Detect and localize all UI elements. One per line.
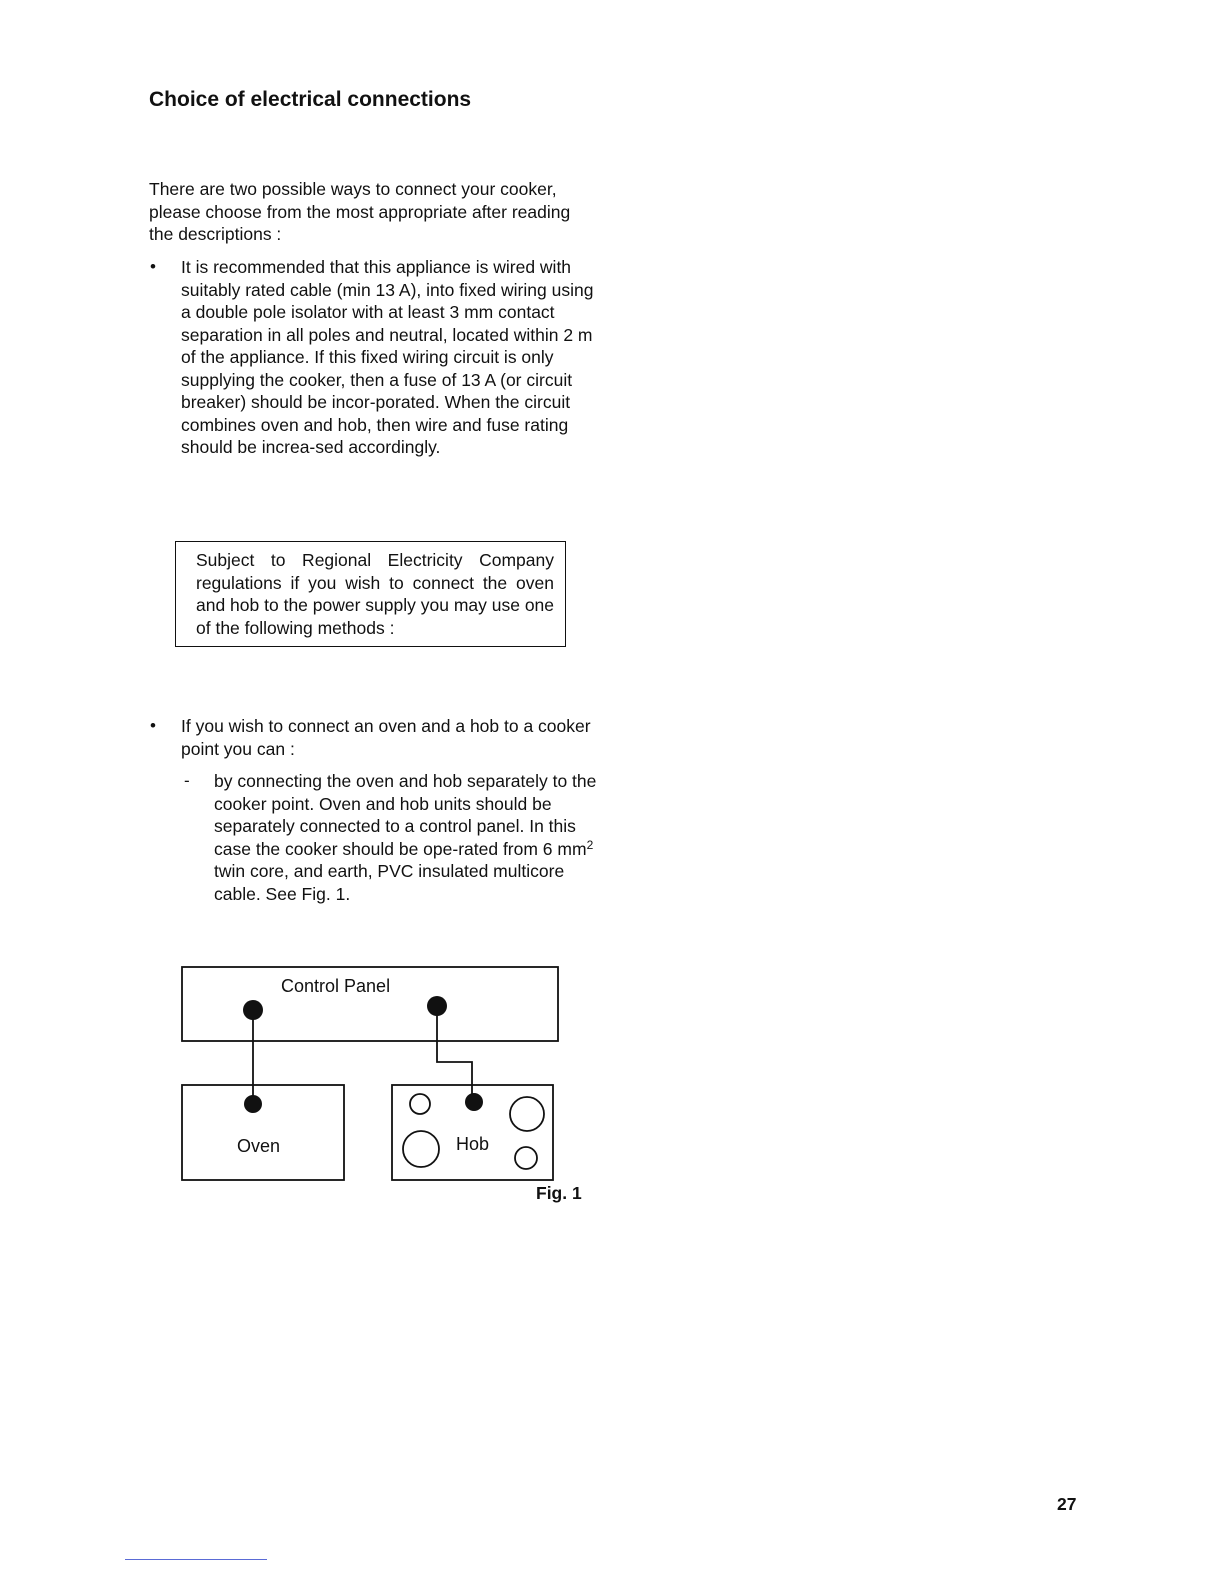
hob-ring-small-bottom-right xyxy=(515,1147,537,1169)
hob-cable xyxy=(437,1007,472,1102)
hob-terminal xyxy=(465,1093,483,1111)
intro-paragraph: There are two possible ways to connect your cooker, please choose from the most appropriate after reading the descriptions : xyxy=(149,179,571,244)
dash-item-separate-connection xyxy=(214,770,604,905)
control-panel-terminal-oven xyxy=(243,1000,263,1020)
control-panel-terminal-hob xyxy=(427,996,447,1016)
oven-box xyxy=(182,1085,344,1180)
oven-terminal xyxy=(244,1095,262,1113)
bullet-marker: • xyxy=(150,716,156,735)
dash-item-text: by connecting the oven and hob separately to the cooker point. Oven and hob units should be separately connected to a control panel. In this case the cooker should be ope-rated from 6 mm xyxy=(214,771,597,859)
bullet-item-fixed-wiring: It is recommended that this appliance is wired with suitably rated cable (min 13 A), into fixed wiring using a double pole isolator with at least 3 mm contact separation in all poles and neutral, located within 2 m of the appliance. If this fixed wiring circuit is only supplying the cooker, then a fuse of 13 A (or circuit breaker) should be incor-porated. When the circuit combines oven and hob, then wire and fuse rating should be increa-sed accordingly. xyxy=(181,257,594,457)
hob-ring-small-top-left xyxy=(410,1094,430,1114)
control-panel-label: Control Panel xyxy=(281,976,391,996)
hob-ring-large-right xyxy=(510,1097,544,1131)
bullet-item-cooker-point: If you wish to connect an oven and a hob to a cooker point you can : xyxy=(181,716,591,759)
oven-label: Oven xyxy=(237,1136,281,1156)
footer-rule xyxy=(125,1559,267,1560)
notice-text: Subject to Regional Electricity Company regulations if you wish to connect the oven and hob to the power supply you may use one of the following methods : xyxy=(196,550,555,638)
figure-caption: Fig. 1 xyxy=(536,1183,582,1203)
superscript-two: 2 xyxy=(586,837,594,852)
hob-label: Hob xyxy=(456,1134,490,1154)
page-number: 27 xyxy=(1057,1494,1077,1514)
dash-marker: - xyxy=(184,771,190,790)
hob-ring-large-left xyxy=(403,1131,439,1167)
dash-item-text-continued: twin core, and earth, PVC insulated multicore cable. See Fig. 1. xyxy=(214,861,565,904)
page-title: Choice of electrical connections xyxy=(149,88,472,111)
control-panel-box xyxy=(182,967,558,1041)
hob-box xyxy=(392,1085,553,1180)
bullet-marker: • xyxy=(150,257,156,276)
